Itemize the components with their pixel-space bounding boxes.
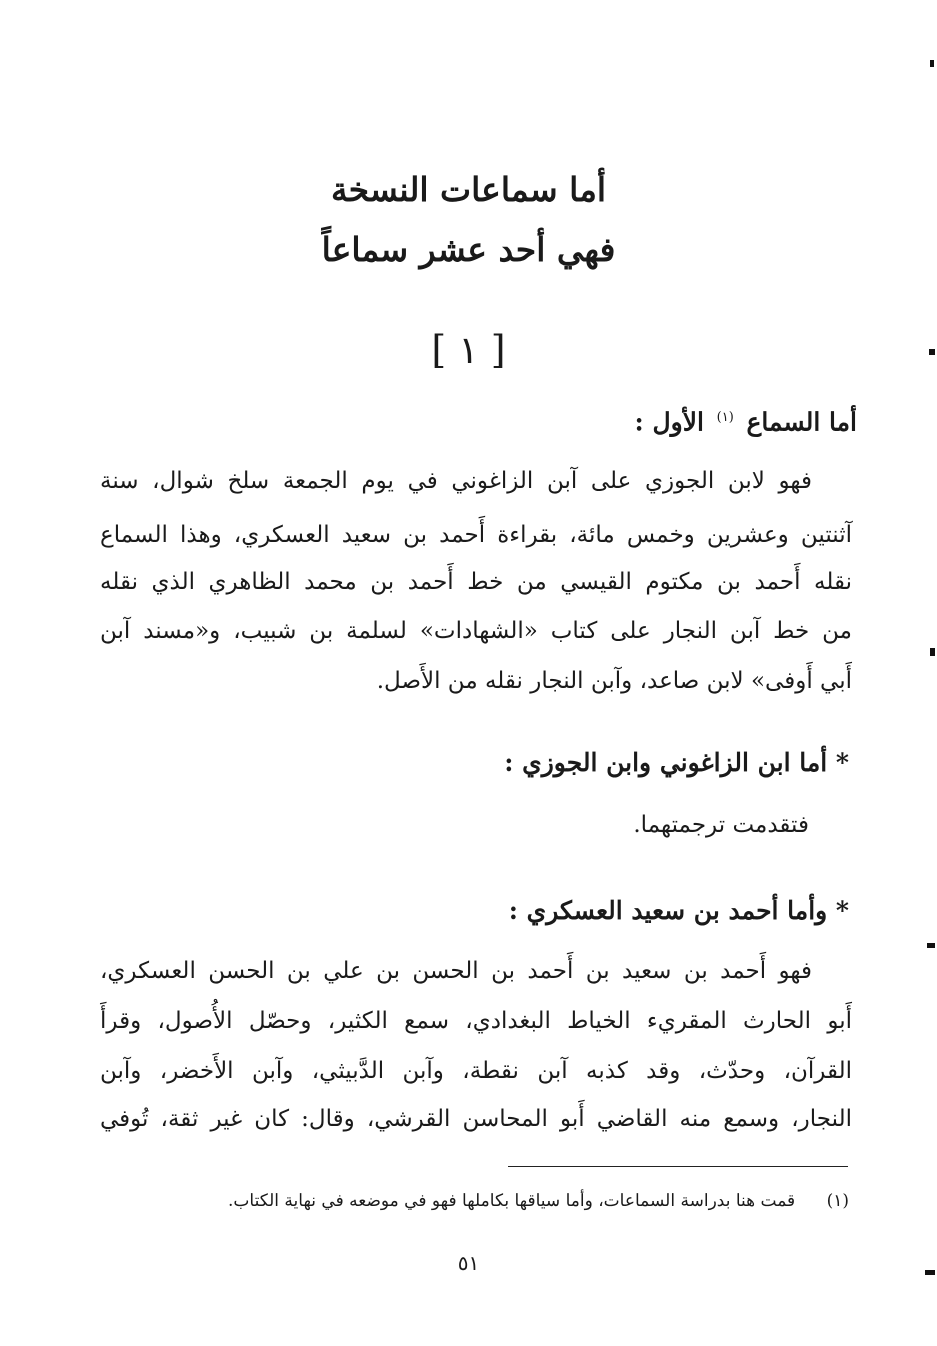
scan-edge-mark xyxy=(930,648,935,656)
first-sama-heading-start: أما السماع xyxy=(746,407,857,437)
first-sama-heading xyxy=(97,400,857,440)
paragraph-line: آثنتين وعشرين وخمس مائة، بقراءة أَحمد بن سعيد العسكري، وهذا السماع xyxy=(100,522,852,548)
section-number: [ ١ ] xyxy=(431,328,506,372)
scan-edge-mark xyxy=(929,349,935,355)
section-three-heading: * وأما أحمد بن سعيد العسكري : xyxy=(508,896,849,925)
first-sama-heading-end: الأول : xyxy=(634,407,704,437)
page-title-line-1: أما سماعات النسخة xyxy=(330,170,607,209)
paragraph-line: نقله أَحمد بن مكتوم القيسي من خط أَحمد بن محمد الظاهري الذي نقله xyxy=(100,569,852,595)
scan-edge-mark xyxy=(927,943,935,948)
paragraph-line: من خط آبن النجار على كتاب «الشهادات» لسلمة بن شبيب، و«مسند آبن xyxy=(100,618,852,644)
footnote xyxy=(109,1186,849,1216)
section-two-heading: * أما ابن الزاغوني وابن الجوزي : xyxy=(504,748,849,777)
paragraph-line: فهو أَحمد بن سعيد بن أَحمد بن الحسن بن علي بن الحسن العسكري، xyxy=(100,958,812,984)
scan-edge-mark xyxy=(930,60,934,67)
footnote-separator xyxy=(508,1166,848,1167)
page-title-line-2: فهي أحد عشر سماعاً xyxy=(321,230,616,269)
paragraph-line: فهو لابن الجوزي على آبن الزاغوني في يوم الجمعة سلخ شوال، سنة xyxy=(100,468,812,494)
section-two-text: فتقدمت ترجمتهما. xyxy=(633,812,809,838)
footnote-reference: (١) xyxy=(716,410,734,425)
paragraph-line: النجار، وسمع منه القاضي أَبو المحاسن القرشي، وقال: كان غير ثقة، تُوفي xyxy=(100,1106,852,1132)
footnote-number: (١) xyxy=(826,1191,849,1211)
footnote-text: قمت هنا بدراسة السماعات، وأما سياقها بكاملها فهو في موضعه في نهاية الكتاب. xyxy=(228,1191,796,1211)
page-number: ٥١ xyxy=(457,1251,480,1275)
scan-edge-mark xyxy=(925,1270,935,1275)
paragraph-line: القرآن، وحدّث، وقد كذبه آبن نقطة، وآبن الدَّبيثي، وآبن الأَخضر، وآبن xyxy=(100,1058,852,1084)
paragraph-line: أَبو الحارث المقريء الخياط البغدادي، سمع الكثير، وحصّل الأُصول، وقرأَ xyxy=(100,1008,852,1034)
paragraph-line: أَبي أَوفى» لابن صاعد، وآبن النجار نقله من الأَصل. xyxy=(376,668,852,694)
